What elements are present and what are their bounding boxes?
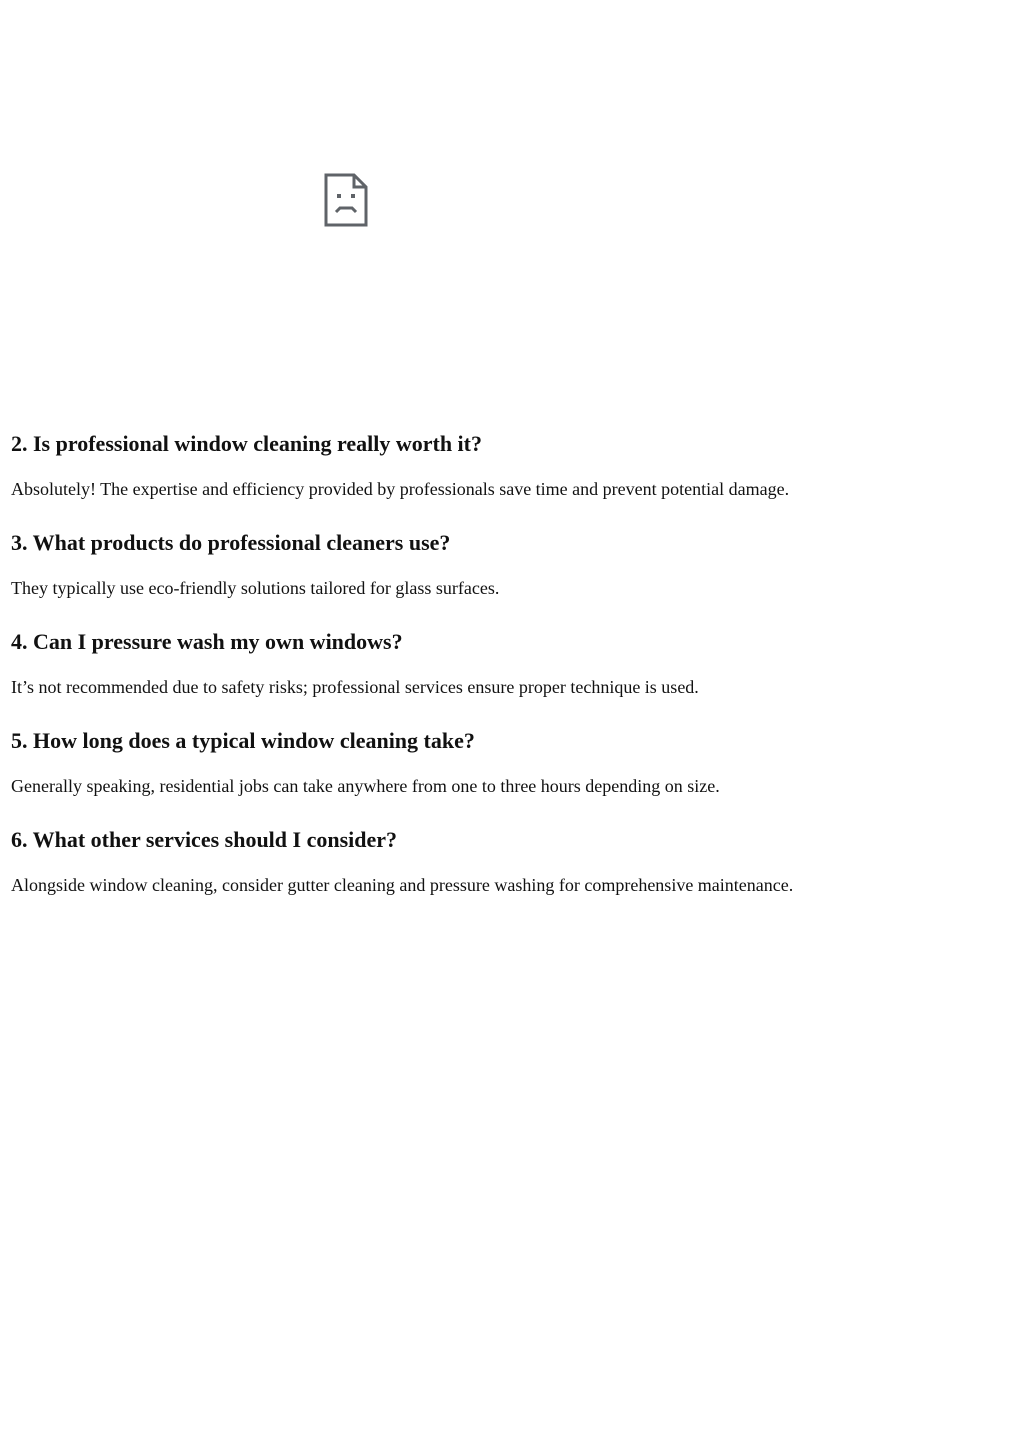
faq-item: [11, 525, 1011, 600]
faq-question: 6. What other services should I consider?: [11, 827, 398, 852]
faq-answer: Alongside window cleaning, consider gutter cleaning and pressure washing for comprehensive maintenance.: [11, 875, 794, 895]
image-placeholder: [0, 0, 700, 400]
faq-item: [11, 624, 1011, 699]
faq-question: 2. Is professional window cleaning really worth it?: [11, 431, 482, 456]
faq-list: [11, 426, 1011, 921]
faq-item: [11, 822, 1011, 897]
faq-question: 5. How long does a typical window cleaning take?: [11, 728, 475, 753]
faq-answer: Generally speaking, residential jobs can take anywhere from one to three hours depending on size.: [11, 776, 720, 796]
faq-item: [11, 426, 1011, 501]
faq-question: 4. Can I pressure wash my own windows?: [11, 629, 403, 654]
faq-answer: It’s not recommended due to safety risks; professional services ensure proper technique is used.: [11, 677, 699, 697]
faq-answer: Absolutely! The expertise and efficiency provided by professionals save time and prevent potential damage.: [11, 479, 790, 499]
broken-image-icon: [323, 172, 369, 228]
faq-answer: They typically use eco-friendly solutions tailored for glass surfaces.: [11, 578, 500, 598]
faq-question: 3. What products do professional cleaners use?: [11, 530, 451, 555]
faq-item: [11, 723, 1011, 798]
